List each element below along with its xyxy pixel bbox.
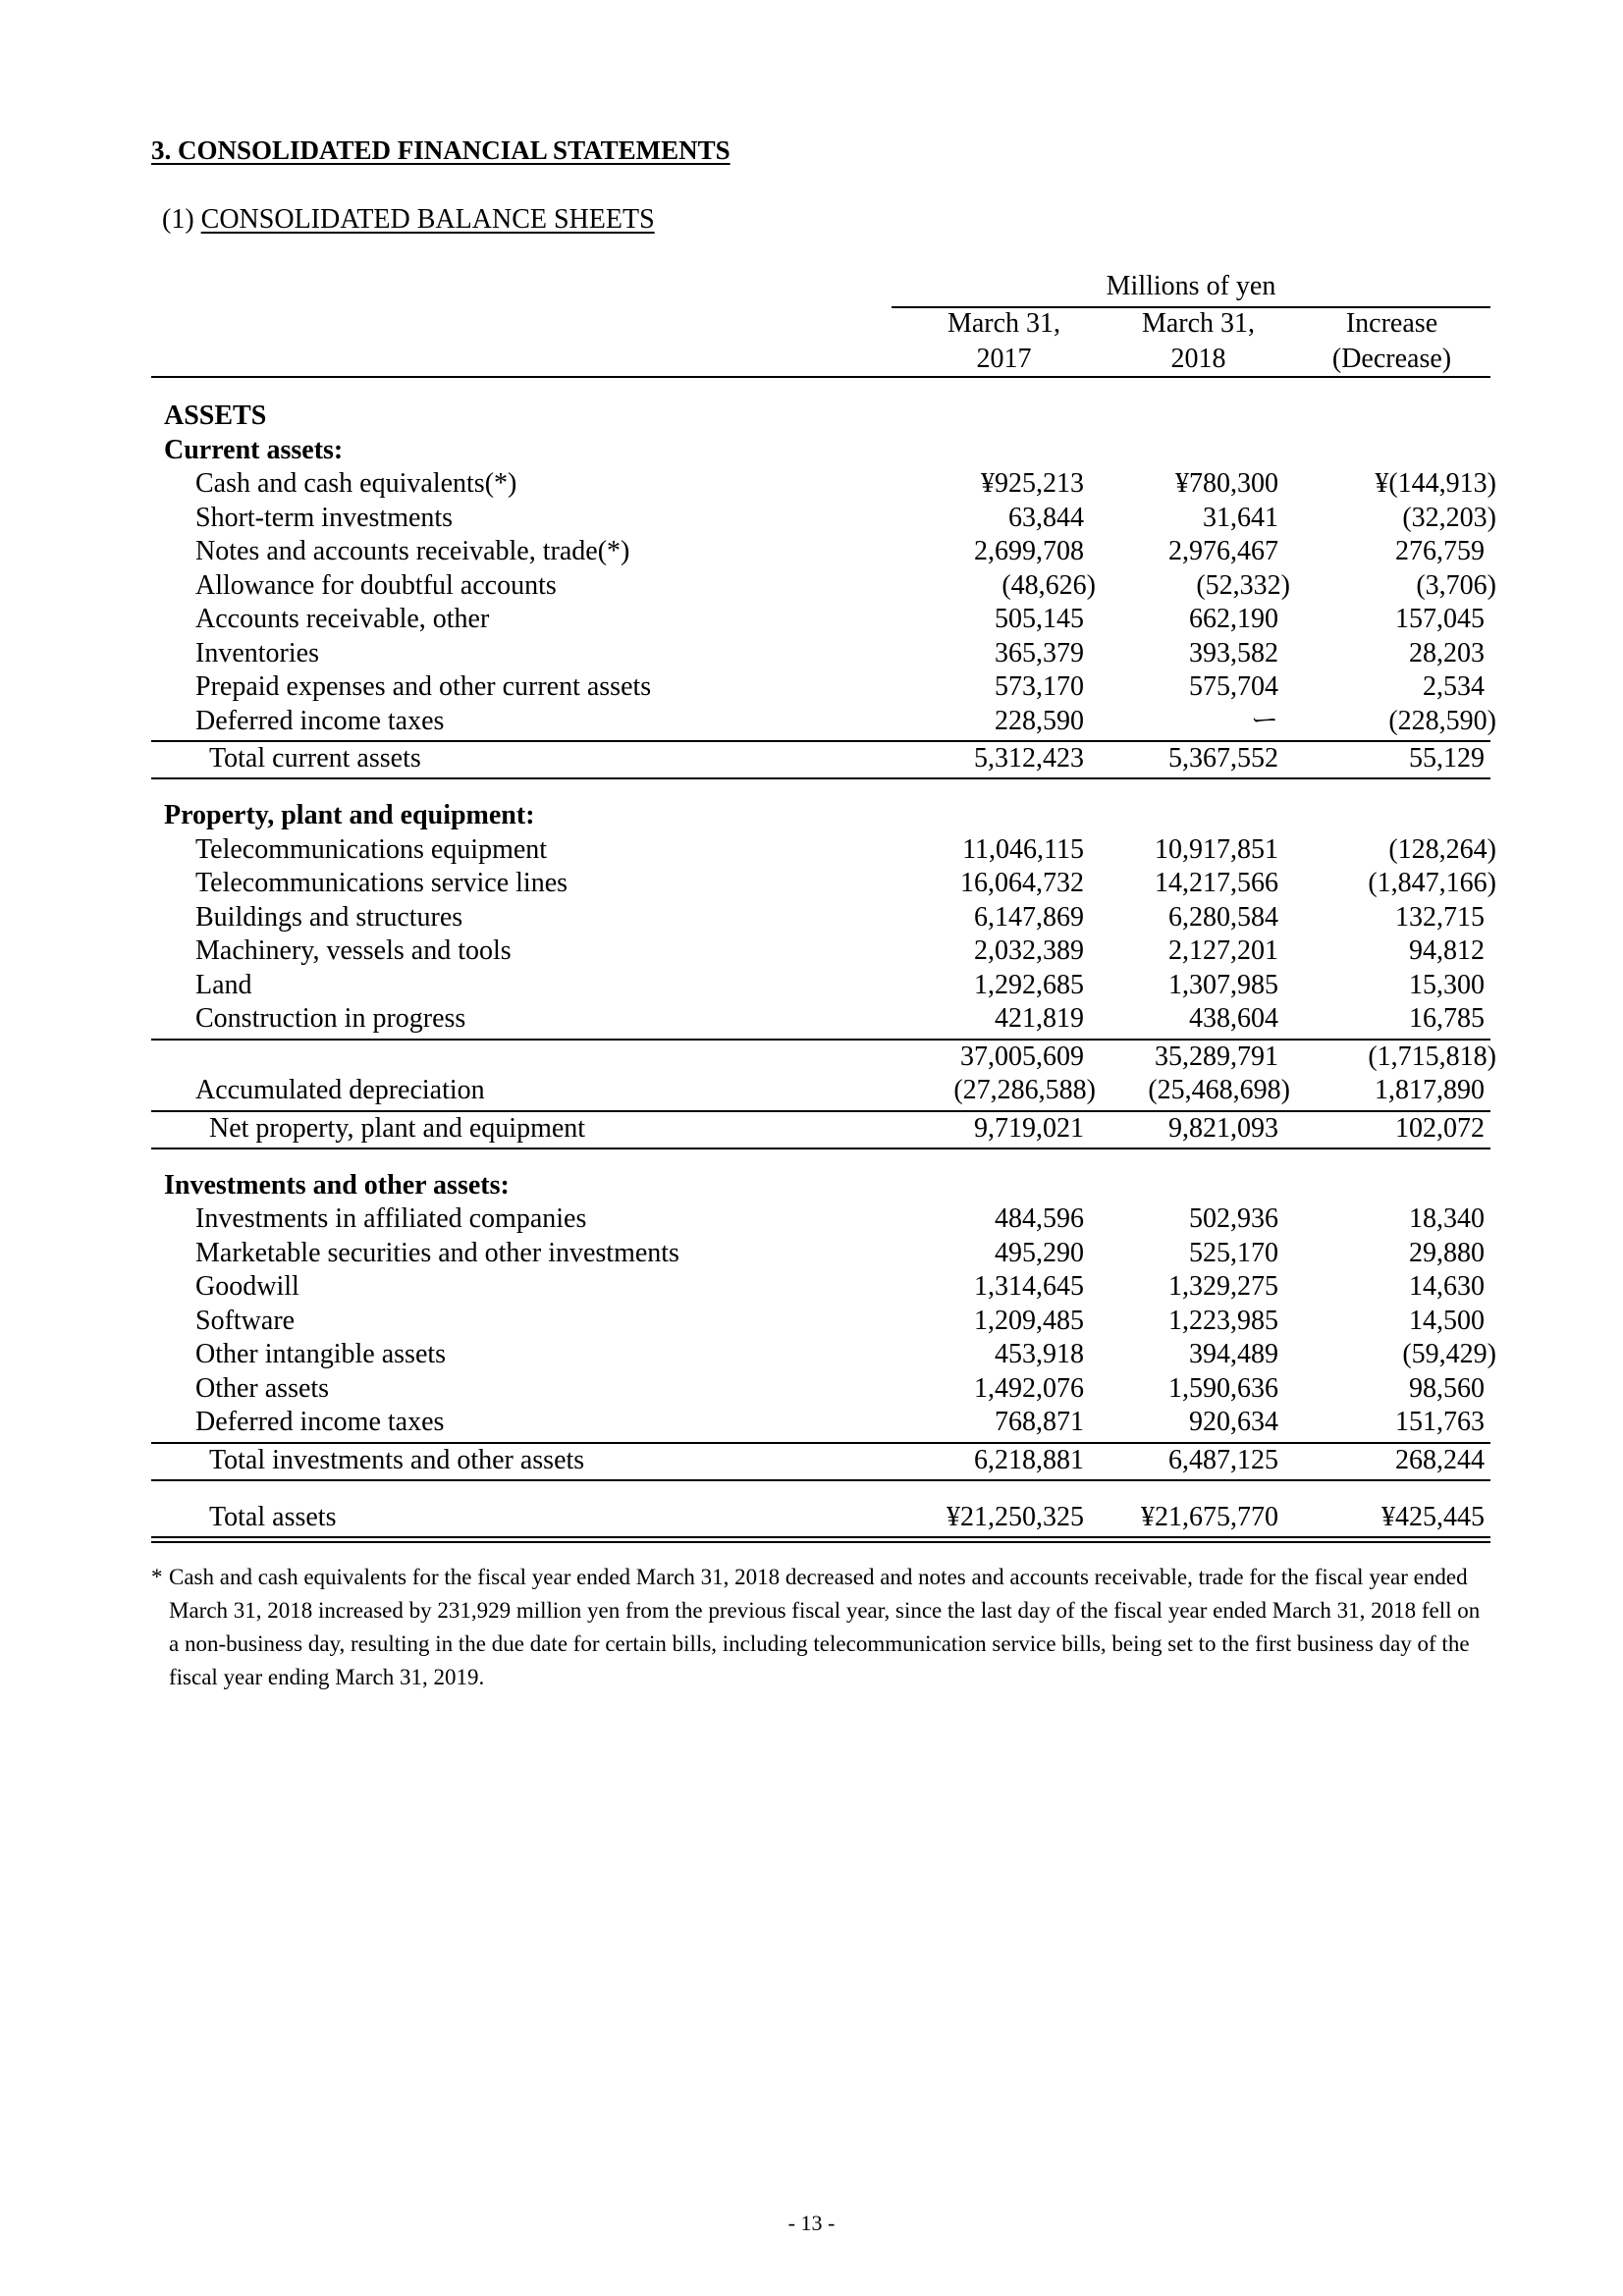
row-label: Net property, plant and equipment [209,1112,586,1144]
row-label: Allowance for doubtful accounts [195,569,557,601]
value-2017: 37,005,609 [960,1041,1084,1072]
double-rule [151,1536,1490,1543]
value-2018: 5,367,552 [1168,743,1278,774]
table-row [0,467,1623,501]
value-change: 14,630 [1409,1271,1485,1302]
row-label: Deferred income taxes [195,1407,445,1437]
row-label: Notes and accounts receivable, trade(*) [195,536,630,566]
value-change: 102,072 [1395,1112,1485,1144]
row-label: Buildings and structures [195,901,463,933]
value-change: 16,785 [1409,1003,1485,1034]
value-2018: 662,190 [1189,604,1278,634]
value-2017: 768,871 [995,1407,1084,1437]
value-2018: 6,487,125 [1168,1444,1278,1475]
table-row [0,934,1623,968]
page-title: 3. CONSOLIDATED FINANCIAL STATEMENTS [151,135,730,165]
table-row [0,1270,1623,1304]
column-header-2018: March 31, 2018 [1141,308,1256,374]
value-2018: 438,604 [1189,1003,1278,1034]
value-change: 132,715 [1395,901,1485,933]
row-label: Total assets [209,1501,337,1532]
table-rule [151,1148,1490,1149]
units-caption: Millions of yen [1106,271,1276,301]
value-2017: 11,046,115 [962,833,1084,865]
value-change: (32,203) [1402,502,1496,533]
table-row [0,1237,1623,1270]
value-2018: ー [1250,705,1278,736]
row-label: Prepaid expenses and other current assets [195,671,652,702]
row-label: Inventories [195,637,319,668]
row-label: Deferred income taxes [195,705,445,736]
value-change: (1,847,166) [1368,868,1496,898]
row-label: Other intangible assets [195,1339,447,1369]
value-2018: 2,976,467 [1168,536,1278,566]
value-change: 15,300 [1409,969,1485,1000]
value-2017: 484,596 [995,1203,1084,1234]
value-change: (228,590) [1388,705,1496,736]
value-2018: ¥21,675,770 [1141,1501,1278,1532]
row-label: Total investments and other assets [209,1444,585,1475]
value-2018: 31,641 [1203,502,1278,533]
table-row [0,1169,1623,1202]
table-row [0,670,1623,704]
value-2017: 495,290 [995,1237,1084,1268]
value-2017: 1,492,076 [974,1372,1084,1404]
value-2018: (25,468,698) [1148,1075,1290,1105]
row-label: Software [195,1305,296,1336]
value-change: 98,560 [1409,1372,1485,1404]
value-2018: 575,704 [1189,671,1278,702]
row-label: Other assets [195,1372,330,1404]
value-2018: (52,332) [1196,569,1290,601]
value-2017: 505,145 [995,604,1084,634]
value-change: 157,045 [1395,604,1485,634]
header-rule [151,376,1490,378]
value-2017: 9,719,021 [974,1112,1084,1144]
table-row [0,502,1623,535]
value-change: (128,264) [1388,833,1496,865]
row-label: Accounts receivable, other [195,604,490,634]
footnote [151,1561,1487,1694]
value-change: (3,706) [1416,569,1496,601]
table-row [0,1338,1623,1371]
value-2018: 502,936 [1189,1203,1278,1234]
value-2017: 5,312,423 [974,743,1084,774]
table-row [0,1041,1623,1074]
page-number: - 13 - [787,2211,836,2235]
table-row [0,969,1623,1002]
value-change: 14,500 [1409,1305,1485,1336]
table-rule [151,777,1490,779]
row-label: Investments in affiliated companies [195,1203,587,1234]
value-2017: 6,218,881 [974,1444,1084,1475]
value-2018: 35,289,791 [1155,1041,1278,1072]
value-2017: 228,590 [995,705,1084,736]
table-row [0,742,1623,775]
table-row [0,637,1623,670]
row-label: Machinery, vessels and tools [195,935,512,966]
value-2018: 2,127,201 [1168,935,1278,966]
value-2018: 525,170 [1189,1237,1278,1268]
value-change: 151,763 [1395,1407,1485,1437]
row-label: Telecommunications equipment [195,833,548,865]
value-2017: ¥925,213 [981,468,1084,499]
value-2018: 920,634 [1189,1407,1278,1437]
subtitle-text: CONSOLIDATED BALANCE SHEETS [200,204,655,235]
table-row [0,569,1623,603]
value-2018: ¥780,300 [1175,468,1278,499]
value-2017: 2,699,708 [974,536,1084,566]
table-row [0,1002,1623,1036]
table-row [0,705,1623,738]
table-row [0,1372,1623,1406]
table-row [0,1406,1623,1439]
footnote-mark: * [151,1565,163,1589]
row-label: Investments and other assets: [164,1169,510,1201]
column-header-2017: March 31, 2017 [947,308,1061,374]
row-label: Construction in progress [195,1003,466,1034]
table-rule [151,1479,1490,1481]
value-2017: 365,379 [995,637,1084,668]
value-2017: 63,844 [1008,502,1084,533]
row-label: Goodwill [195,1271,299,1302]
value-change: ¥425,445 [1381,1501,1485,1532]
row-label: Cash and cash equivalents(*) [195,468,517,499]
value-2018: 1,307,985 [1168,969,1278,1000]
value-2017: 421,819 [995,1003,1084,1034]
table-row [0,400,1623,433]
value-change: 29,880 [1409,1237,1485,1268]
value-2018: 394,489 [1189,1339,1278,1369]
value-change: 94,812 [1409,935,1485,966]
value-2018: 14,217,566 [1155,868,1278,898]
table-row [0,1112,1623,1146]
footnote-text: Cash and cash equivalents for the fiscal year ended March 31, 2018 decreased and notes and accounts receivable, trade for the fiscal year ended March 31, 2018 increased by 231,929 million yen from the previous fiscal year, since the last day of the fiscal year ended March 31, 2018 fell on a non-business day, resulting in the due date for certain bills, including telecommunication service bills, being set to the first business day of the fiscal year ending March 31, 2019. [169,1565,1481,1689]
table-row [0,1444,1623,1477]
value-2018: 9,821,093 [1168,1112,1278,1144]
row-label: Property, plant and equipment: [164,800,535,830]
value-2018: 393,582 [1189,637,1278,668]
row-label: Short-term investments [195,502,454,533]
section-subtitle [162,204,655,236]
value-2017: 453,918 [995,1339,1084,1369]
value-change: 55,129 [1409,743,1485,774]
value-2017: 1,209,485 [974,1305,1084,1336]
table-row [0,867,1623,900]
value-2017: 6,147,869 [974,901,1084,933]
value-change: (59,429) [1402,1339,1496,1369]
value-2017: 2,032,389 [974,935,1084,966]
value-change: 276,759 [1395,536,1485,566]
value-2018: 6,280,584 [1168,901,1278,933]
value-2017: 1,292,685 [974,969,1084,1000]
row-label: Accumulated depreciation [195,1075,485,1105]
value-2017: 1,314,645 [974,1271,1084,1302]
value-change: 18,340 [1409,1203,1485,1234]
table-row [0,1202,1623,1236]
value-2017: ¥21,250,325 [947,1501,1084,1532]
value-change: 268,244 [1395,1444,1485,1475]
table-row [0,603,1623,636]
row-label: Current assets: [164,434,344,465]
value-2018: 1,223,985 [1168,1305,1278,1336]
row-label: Telecommunications service lines [195,868,568,898]
value-2017: (27,286,588) [953,1075,1096,1105]
table-row [0,535,1623,568]
value-2018: 1,590,636 [1168,1372,1278,1404]
value-2017: (48,626) [1001,569,1096,601]
value-change: 28,203 [1409,637,1485,668]
table-row [0,1074,1623,1107]
table-row [0,1501,1623,1534]
value-2018: 10,917,851 [1155,833,1278,865]
value-2017: 16,064,732 [960,868,1084,898]
row-label: Marketable securities and other investments [195,1237,679,1268]
column-header-change: Increase (Decrease) [1331,308,1452,374]
subtitle-prefix: (1) [162,204,201,235]
value-2018: 1,329,275 [1168,1271,1278,1302]
row-label: ASSETS [164,400,267,431]
value-2017: 573,170 [995,671,1084,702]
table-row [0,833,1623,867]
table-row [0,1305,1623,1338]
row-label: Total current assets [209,743,421,774]
row-label: Land [195,969,252,1000]
value-change: 1,817,890 [1375,1075,1485,1105]
value-change: 2,534 [1423,671,1485,702]
table-row [0,799,1623,832]
value-change: ¥(144,913) [1375,468,1496,499]
table-row [0,901,1623,934]
table-row [0,434,1623,467]
value-change: (1,715,818) [1368,1041,1496,1072]
